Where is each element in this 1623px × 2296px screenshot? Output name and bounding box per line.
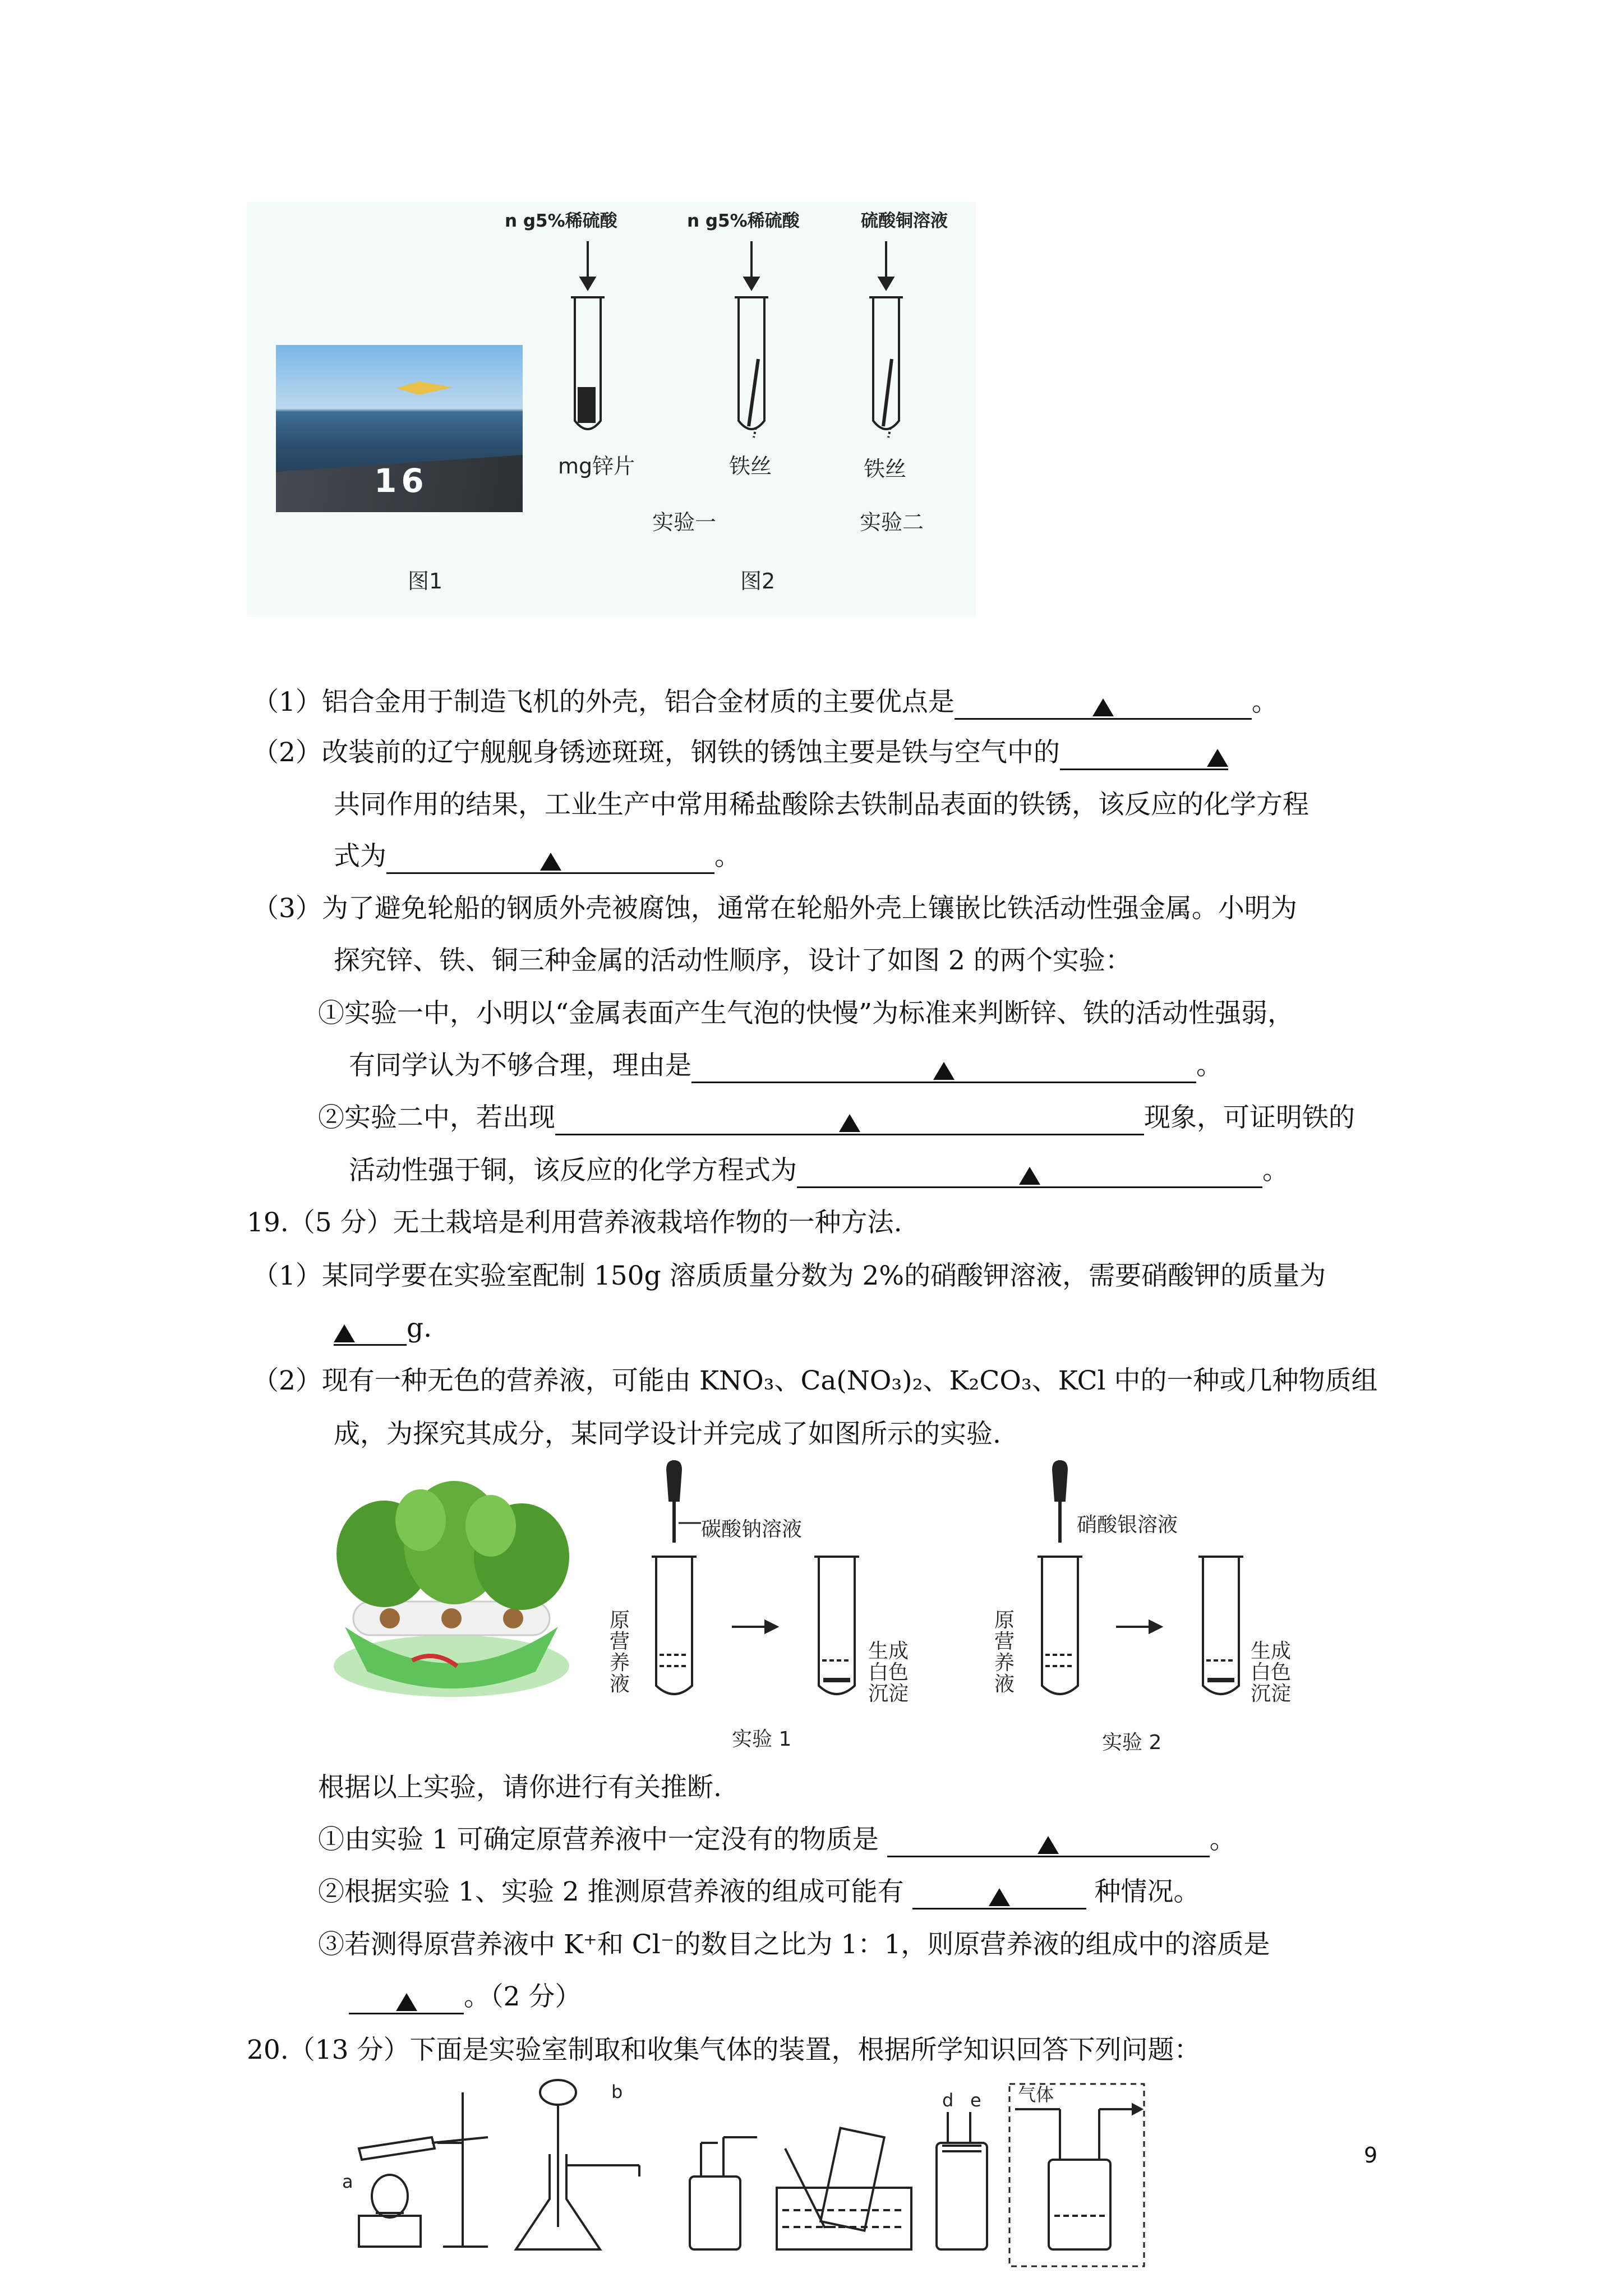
triangle-icon	[396, 1993, 417, 2011]
q18-part3-sub1-line2: 有同学认为不够合理，理由是 。	[349, 1049, 1223, 1083]
q19-part2-line1: （2）现有一种无色的营养液，可能由 KNO₃、Ca(NO₃)₂、K₂CO₃、KCl 中的一种或几种物质组	[252, 1365, 1378, 1396]
triangle-icon	[1019, 1167, 1040, 1185]
answer-blank[interactable]	[887, 1828, 1210, 1857]
q18-part3-sub2-line1: ②实验二中，若出现 现象，可证明铁的	[318, 1101, 1355, 1135]
triangle-icon	[933, 1062, 955, 1080]
page-number: 9	[1364, 2143, 1378, 2168]
answer-blank[interactable]	[555, 1106, 1144, 1135]
tube-label-iron-2: 铁丝	[864, 457, 907, 481]
q19-inference-3-answer: 。（2 分）	[349, 1980, 581, 2014]
answer-blank[interactable]	[955, 690, 1252, 720]
q18-part3-sub2-line2: 活动性强于铜，该反应的化学方程式为 。	[349, 1154, 1289, 1188]
apparatus-label-a: a	[342, 2171, 353, 2192]
triangle-icon	[1038, 1836, 1059, 1854]
answer-blank[interactable]	[1060, 740, 1228, 770]
result-label-1: 生成白色沉淀	[868, 1640, 909, 1705]
answer-blank[interactable]	[797, 1158, 1262, 1188]
answer-blank[interactable]	[912, 1880, 1086, 1910]
reagent-sodium-carbonate: 碳酸钠溶液	[701, 1518, 803, 1541]
q18-part3-sub1-line1: ①实验一中，小明以“金属表面产生气泡的快慢”为标准来判断锌、铁的活动性强弱，	[318, 998, 1294, 1029]
triangle-icon	[1092, 698, 1114, 716]
test-tubes-diagram	[247, 202, 976, 617]
hydroponic-plant-image	[322, 1458, 580, 1705]
q19-inference-3: ③若测得原营养液中 K⁺和 Cl⁻的数目之比为 1：1，则原营养液的组成中的溶质是	[318, 1929, 1270, 1960]
q19-part1-line2: g.	[334, 1312, 432, 1346]
apparatus-label-b: b	[611, 2081, 623, 2102]
reagent-silver-nitrate: 硝酸银溶液	[1077, 1513, 1178, 1536]
experiment-label-1: 实验一	[652, 510, 717, 535]
q19-heading: 19.（5 分）无土栽培是利用营养液栽培作物的一种方法.	[247, 1207, 902, 1238]
q18-part3-line1: （3）为了避免轮船的钢质外壳被腐蚀，通常在轮船外壳上镶嵌比铁活动性强金属。小明为	[252, 893, 1297, 924]
q18-part2-line3: 式为 。	[334, 840, 741, 874]
apparatus-label-d: d	[942, 2090, 954, 2111]
triangle-icon	[540, 853, 561, 871]
q19-inference-1: ①由实验 1 可确定原营养液中一定没有的物质是 。	[318, 1823, 1236, 1857]
triangle-icon	[989, 1888, 1010, 1906]
apparatus-label-gas: 气体	[1018, 2084, 1054, 2105]
tube-label-original-1: 原营养液	[610, 1609, 630, 1696]
q19-part1-line1: （1）某同学要在实验室配制 150g 溶质质量分数为 2%的硝酸钾溶液，需要硝酸钾的质量为	[252, 1260, 1326, 1291]
q18-part1: （1）铝合金用于制造飞机的外壳，铝合金材质的主要优点是 。	[252, 685, 1278, 720]
nutrient-experiment-diagram	[594, 1458, 1324, 1773]
reagent-label-3: 硫酸铜溶液	[861, 211, 948, 231]
triangle-icon	[1207, 749, 1228, 767]
q18-part2-line1: （2）改装前的辽宁舰舰身锈迹斑斑，钢铁的锈蚀主要是铁与空气中的	[252, 736, 1228, 770]
experiment-1-label: 实验 1	[732, 1728, 792, 1751]
reagent-label-2: n g5%稀硫酸	[687, 211, 800, 231]
experiment-2-label: 实验 2	[1102, 1731, 1162, 1754]
deck-number: 16	[374, 462, 428, 500]
triangle-icon	[839, 1114, 860, 1132]
gas-apparatus-diagram	[336, 2076, 1267, 2277]
reagent-label-1: n g5%稀硫酸	[505, 211, 617, 231]
answer-blank[interactable]	[691, 1053, 1196, 1083]
answer-blank[interactable]	[334, 1316, 407, 1346]
q19-inference-intro: 根据以上实验，请你进行有关推断.	[318, 1772, 722, 1803]
q18-part2-line2: 共同作用的结果，工业生产中常用稀盐酸除去铁制品表面的铁锈，该反应的化学方程	[334, 789, 1309, 820]
figure-label-2: 图2	[740, 569, 776, 593]
answer-blank[interactable]	[349, 1985, 464, 2014]
figure-label-1: 图1	[408, 569, 443, 593]
answer-blank[interactable]	[386, 844, 714, 874]
q19-part2-line2: 成，为探究其成分，某同学设计并完成了如图所示的实验.	[334, 1419, 1001, 1450]
q20-heading: 20.（13 分）下面是实验室制取和收集气体的装置，根据所学知识回答下列问题：	[247, 2035, 1201, 2065]
result-label-2: 生成白色沉淀	[1251, 1640, 1292, 1705]
experiment-label-2: 实验二	[860, 510, 924, 535]
tube-label-original-2: 原营养液	[994, 1609, 1015, 1696]
q18-part3-line2: 探究锌、铁、铜三种金属的活动性顺序，设计了如图 2 的两个实验：	[334, 945, 1132, 976]
figure-metals-experiment	[247, 202, 976, 617]
apparatus-label-e: e	[970, 2090, 981, 2111]
tube-label-iron-1: 铁丝	[729, 454, 772, 478]
tube-label-zinc: mg锌片	[558, 454, 635, 478]
q19-inference-2: ②根据实验 1、实验 2 推测原营养液的组成可能有 种情况。	[318, 1875, 1200, 1910]
triangle-icon	[334, 1324, 355, 1342]
